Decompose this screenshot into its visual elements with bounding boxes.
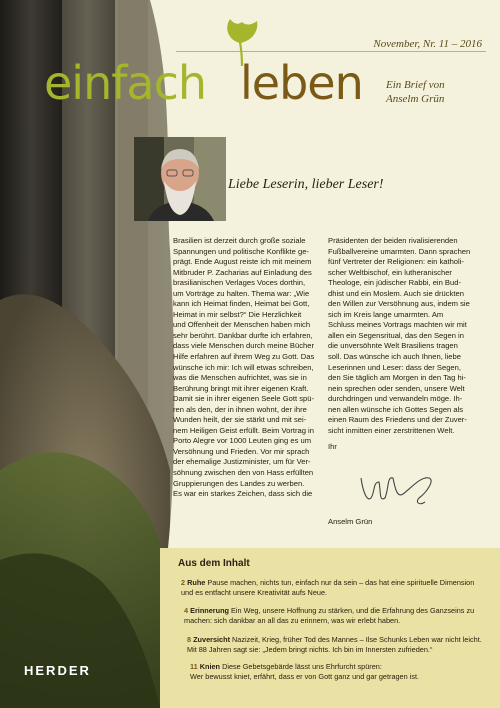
salutation: Liebe Leserin, lieber Leser! xyxy=(228,177,384,192)
item-text: Diese Gebetsgebärde lässt uns Ehrfurcht spüren: xyxy=(222,662,382,671)
author-photo xyxy=(134,137,226,221)
letter-line: brasilianischen Verlages Voces dorthin, xyxy=(173,278,306,288)
contents-title: Aus dem Inhalt xyxy=(178,558,250,569)
letter-line: Schluss meines Vortrags machten wir mit xyxy=(328,320,467,330)
letter-line: Porto Alegre vor 1000 Leuten ging es um xyxy=(173,436,312,446)
letter-line: was die Menschen aufrichtet, was sie in xyxy=(173,373,307,383)
letter-line: der ehemalige Justizminister, um für Ver- xyxy=(173,457,311,467)
item-text-cont: Wer bewusst kniet, erfährt, dass er von Gott ganz und gar getragen ist. xyxy=(190,672,420,681)
item-page: 11 xyxy=(190,662,198,671)
item-text: Pause machen, nichts tun, einfach nur da sein – das hat eine spirituelle Dimension xyxy=(207,578,475,587)
logo-einfach: einfach xyxy=(44,56,207,110)
letter-line: Berührung bringt mit ihrer eigenen Kraft. xyxy=(173,383,309,393)
tagline-author: Anselm Grün xyxy=(386,93,445,105)
item-text-cont: machen: sich dankbar an all das zu erinnern, was wir erlebt haben. xyxy=(184,616,401,625)
letter-line: soll. Das wünsche ich auch Ihnen, liebe xyxy=(328,352,461,362)
signature xyxy=(357,468,447,512)
letter-line: sicht inmitten einer zerstrittenen Welt. xyxy=(328,425,455,435)
item-text: Nazizeit, Krieg, früher Tod des Mannes – Ilse Schunks Leben war nicht leicht. xyxy=(232,635,482,644)
letter-line: Versöhnung und Frieden. Vor mir sprach xyxy=(173,446,310,456)
item-page: 8 xyxy=(187,635,192,644)
item-keyword: Knien xyxy=(199,662,221,671)
letter-line: kann ich Heimat finden, Heimat bei Gott, xyxy=(173,299,310,309)
letter-line: Theologe, ein jüdischer Rabbi, ein Bud- xyxy=(328,278,461,288)
item-page: 4 xyxy=(184,606,189,615)
letter-line: durchdringen und verwandeln möge. Ih- xyxy=(328,394,463,404)
letter-line: prägt. Ende August reiste ich mit meinem xyxy=(173,257,312,267)
letter-line: und Offenheit der Menschen haben mich xyxy=(173,320,311,330)
item-keyword: Zuversicht xyxy=(193,635,230,644)
item-text: Ein Weg, unsere Hoffnung zu stärken, und die Erfahrung des Ganzseins zu xyxy=(231,606,475,615)
letter-line: Es war ein starkes Zeichen, dass sich die xyxy=(173,489,313,499)
letter-column-left xyxy=(173,236,319,500)
letter-line: allen ein Segensritual, das den Segen in xyxy=(328,330,464,340)
letter-line: Wunden heilt, der sie stärkt und mit sei- xyxy=(173,415,307,425)
letter-line: nen allen wünsche ich Gottes Segen als xyxy=(328,404,464,414)
letter-line: Leserinnen und Leser: dass der Segen, xyxy=(328,362,461,372)
letter-line: Hilfe erfahren auf ihrem Weg zu Gott. Das xyxy=(173,352,315,362)
item-text-cont: Mit 88 Jahren sagt sie: „Jedem bringt nichts. Ich bin im Innersten zufrieden.“ xyxy=(187,645,433,654)
letter-line: Brasilien ist derzeit durch große soziale xyxy=(173,236,306,245)
letter-line: dhist und ein Moslem. Auch sie drückten xyxy=(328,288,464,298)
contents-item[interactable] xyxy=(190,662,419,682)
letter-line: wünsche ich mir: Ich will etwas schreiben, xyxy=(173,362,314,372)
closing-word: Ihr xyxy=(328,442,337,451)
letter-line: den Sie täglich am Morgen in den Tag hi- xyxy=(328,373,466,383)
letter-line: die unversöhnte Welt Brasiliens tragen xyxy=(328,341,458,351)
item-text-cont: und es entfacht unsere Kreativität aufs Neue. xyxy=(181,588,328,597)
publisher-logo: HERDER xyxy=(24,663,91,678)
letter-line: sehr berührt. Dankbar durfte ich erfahren, xyxy=(173,330,313,340)
letter-line: ren als den, der in ihnen wohnt, der ihre xyxy=(173,404,307,414)
letter-line: Heimat in mir selbst?“ Die Herzlichkeit xyxy=(173,309,302,319)
letter-line: sich im Kreis lange umarmten. Am xyxy=(328,309,444,319)
letter-line: den Willen zur Versöhnung aus, indem sie xyxy=(328,299,470,309)
letter-line: Fußballvereine umarmten. Dann sprachen xyxy=(328,246,471,256)
letter-line: um Vorträge zu halten. Thema war: „Wie xyxy=(173,288,310,298)
letter-line: Damit sie in ihrer eigenen Seele Gott spü- xyxy=(173,394,314,404)
contents-item[interactable] xyxy=(181,578,474,598)
letter-line: Präsidenten der beiden rivalisierenden xyxy=(328,236,458,245)
issue-label: November, Nr. 11 – 2016 xyxy=(373,38,482,50)
contents-box xyxy=(160,548,500,708)
letter-line: einen Raum des Friedens und der Zuver- xyxy=(328,415,467,425)
signature-name: Anselm Grün xyxy=(328,517,373,526)
letter-column-right xyxy=(328,236,471,436)
letter-line: Spannungen und politische Konflikte ge- xyxy=(173,246,309,256)
letter-line: dass viele Menschen durch meine Bücher xyxy=(173,341,314,351)
item-page: 2 xyxy=(181,578,186,587)
contents-item[interactable] xyxy=(187,635,482,655)
letter-line: söhnung zwischen den von Hass erfüllten xyxy=(173,468,314,478)
logo-leben: leben xyxy=(240,56,363,110)
letter-line: nem Heiligen Geist erfüllt. Beim Vortrag in xyxy=(173,425,314,435)
tagline xyxy=(386,78,486,106)
letter-line: Gruppierungen des Landes zu werben. xyxy=(173,478,305,488)
contents-item[interactable] xyxy=(184,606,474,626)
letter-line: fünf Vertreter der Religionen: ein katholi- xyxy=(328,257,464,267)
item-keyword: Ruhe xyxy=(187,578,206,587)
letter-line: nein sprechen oder senden, unsere Welt xyxy=(328,383,465,393)
item-keyword: Erinnerung xyxy=(190,606,230,615)
letter-line: scher Weltbischof, ein lutheranischer xyxy=(328,267,452,277)
tagline-line: Ein Brief von xyxy=(386,79,445,91)
letter-line: Mitbruder P. Zacharias auf Einladung des xyxy=(173,267,312,277)
